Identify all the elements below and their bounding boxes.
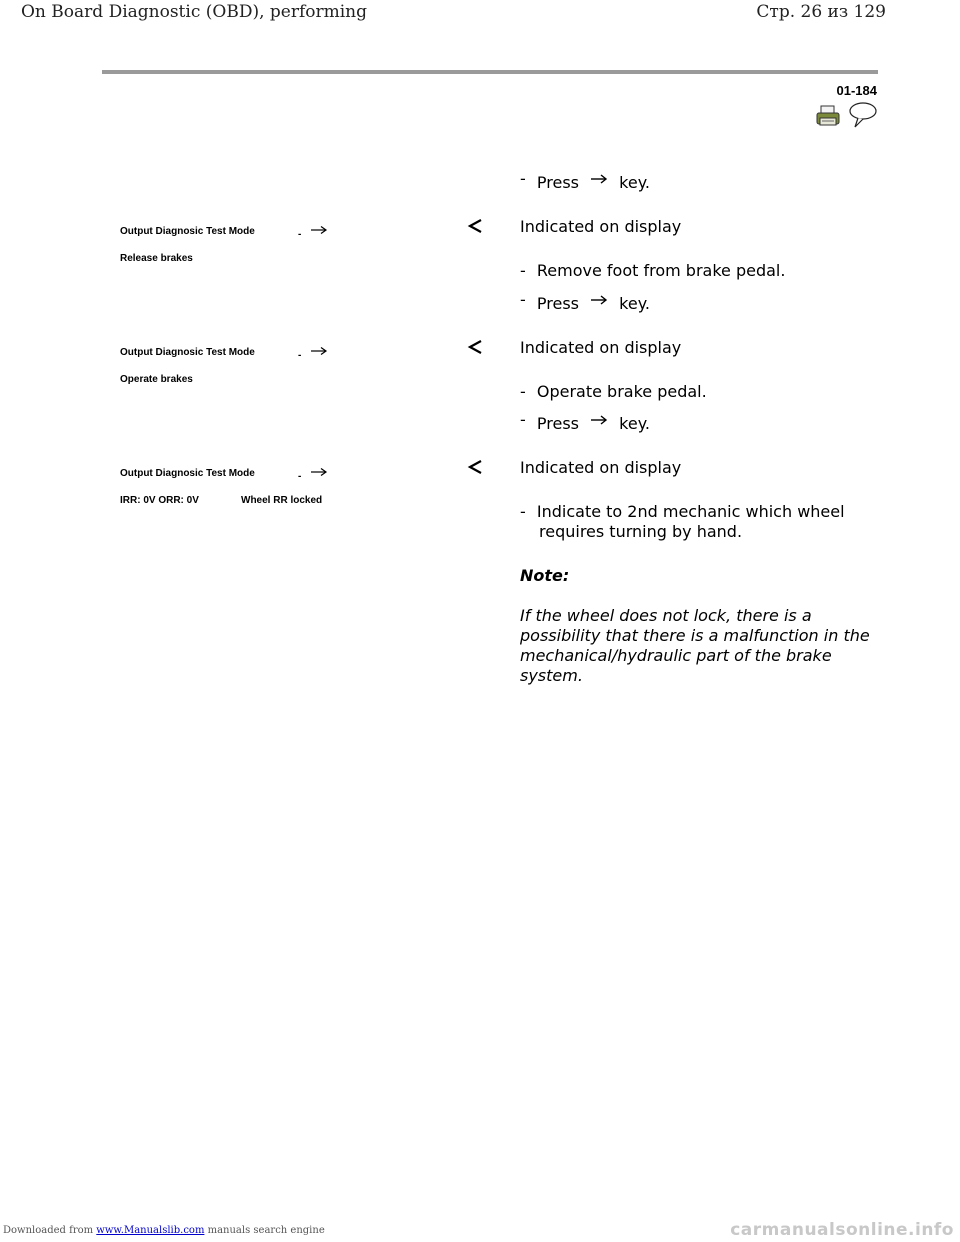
indicated-label: Indicated on display: [520, 338, 682, 357]
key-label: key.: [619, 294, 650, 313]
arrow-right-icon[interactable]: [590, 173, 608, 185]
manualslib-link[interactable]: www.Manualslib.com: [96, 1225, 205, 1236]
step-text-line-2: requires turning by hand.: [539, 522, 743, 541]
speech-bubble-icon[interactable]: [848, 101, 878, 129]
display-dash: -: [298, 229, 302, 240]
press-step: [520, 410, 650, 433]
display-dash: -: [298, 350, 302, 361]
display-line-2: Operate brakes: [120, 374, 193, 385]
pointer-left-icon: [467, 459, 483, 475]
indicated-label: Indicated on display: [520, 217, 682, 236]
pointer-left-icon: [467, 218, 483, 234]
arrow-right-icon[interactable]: [590, 414, 608, 426]
step-dash: -: [520, 382, 526, 401]
step-dash: -: [520, 169, 526, 188]
press-label: Press: [536, 414, 579, 433]
header-rule: [102, 70, 878, 74]
press-label: Press: [536, 294, 579, 313]
page-id: 01-184: [836, 83, 877, 98]
display-line-2: Release brakes: [120, 253, 193, 264]
step-dash: -: [520, 410, 526, 429]
display-line-2-values: IRR: 0V ORR: 0V: [120, 495, 199, 506]
intro-step: [520, 169, 650, 192]
display-arrow-icon: [310, 467, 328, 477]
step-dash: -: [520, 261, 526, 280]
watermark: carmanualsonline.info: [730, 1220, 954, 1240]
printer-icon[interactable]: [815, 104, 841, 128]
press-step: [520, 290, 650, 313]
footer-prefix: Downloaded from: [3, 1225, 94, 1236]
note-body: If the wheel does not lock, there is a possibility that there is a malfunction in the mechanical/hydraulic part of the brake system.: [520, 606, 870, 685]
step-text-line-1: Indicate to 2nd mechanic which wheel: [536, 502, 845, 521]
arrow-right-icon[interactable]: [590, 294, 608, 306]
footer-credit: [3, 1225, 325, 1236]
display-line-1: Output Diagnosic Test Mode: [120, 468, 255, 479]
display-line-2-status: Wheel RR locked: [241, 495, 323, 506]
step-text: Remove foot from brake pedal.: [536, 261, 786, 280]
page-counter: Стр. 26 из 129: [756, 2, 886, 22]
step-item: [520, 261, 785, 280]
pointer-left-icon: [467, 339, 483, 355]
display-arrow-icon: [310, 225, 328, 235]
key-label: key.: [619, 414, 650, 433]
step-dash: -: [520, 290, 526, 309]
step-dash: -: [520, 502, 526, 521]
step-text: Operate brake pedal.: [536, 382, 707, 401]
key-label: key.: [619, 173, 650, 192]
note-heading: Note:: [520, 566, 570, 585]
indicated-label: Indicated on display: [520, 458, 682, 477]
step-item: [520, 502, 845, 521]
document-title: On Board Diagnostic (OBD), performing: [21, 2, 367, 22]
step-item: [520, 382, 707, 401]
display-dash: -: [298, 471, 302, 482]
display-arrow-icon: [310, 346, 328, 356]
footer-suffix: manuals search engine: [207, 1225, 325, 1236]
display-line-1: Output Diagnosic Test Mode: [120, 226, 255, 237]
display-line-1: Output Diagnosic Test Mode: [120, 347, 255, 358]
press-label: Press: [536, 173, 579, 192]
